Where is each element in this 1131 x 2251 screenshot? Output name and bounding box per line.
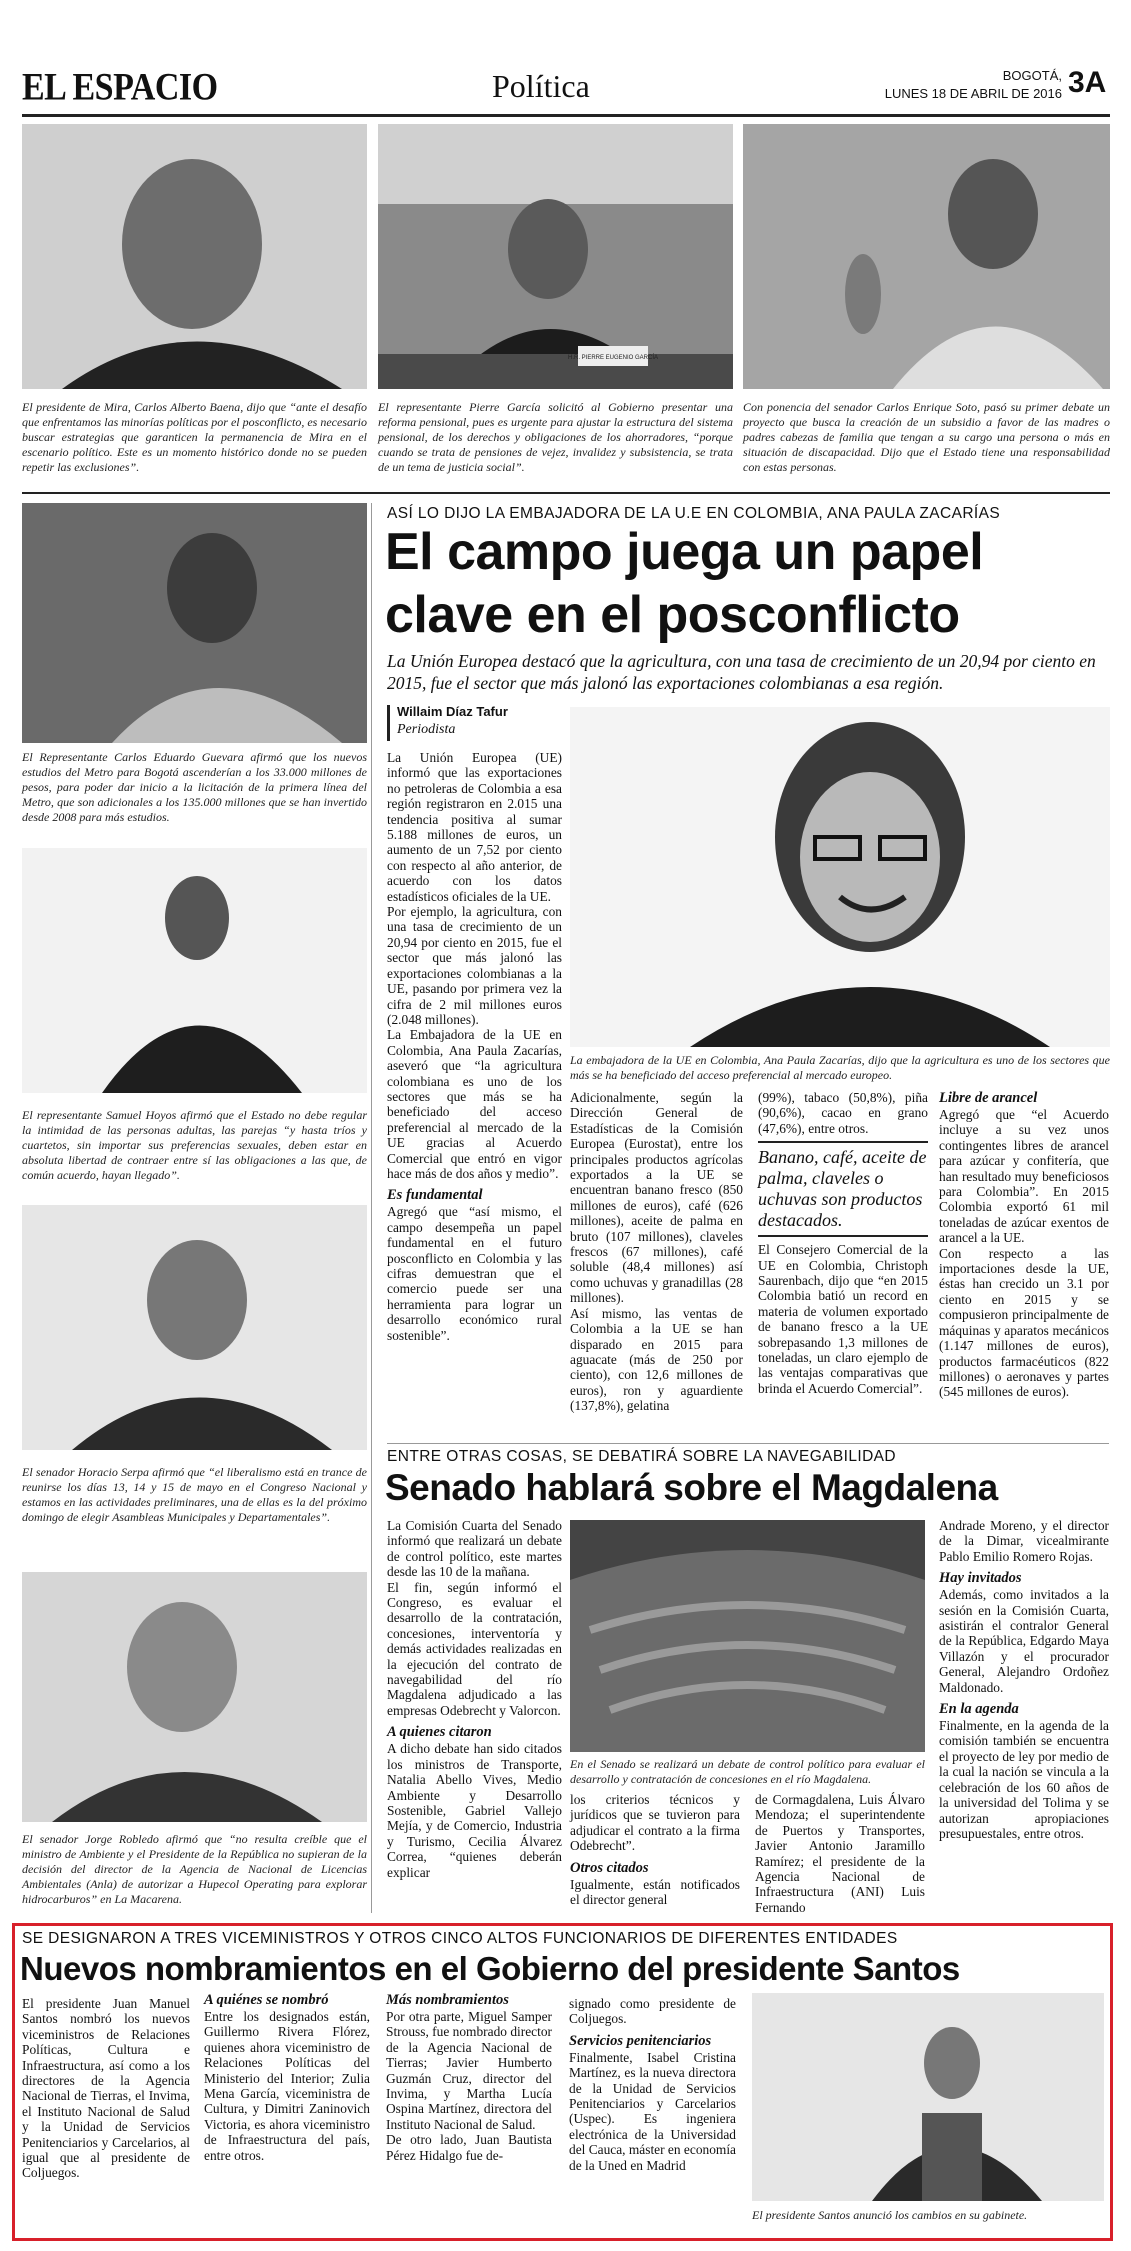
article1-col2 [570,1090,743,1414]
article3-paragraph: De otro lado, Juan Bautista Pérez Hidalgo fue de- [386,2132,552,2163]
article1-headline-line2: clave en el posconflicto [385,586,960,644]
article2-paragraph: de Cormagdalena, Luis Álvaro Mendoza; el superintendente de Puertos y Transportes, Javier Antonio Jaramillo Ramírez; el presidente de la Agencia Nacional de Infraestructura (ANI) Luis Fernando [755,1792,925,1915]
article3-paragraph: Por otra parte, Miguel Samper Strouss, fue nombrado director de la Agencia Nacional de Tierras; Javier Humberto Guzmán Cruz, director del Invima, y Martha Lucía Ospina Martínez, directora del Instituto Nacional de Salud. [386,2009,552,2132]
caption-senado: En el Senado se realizará un debate de control político para evaluar el desarrollo y contratación de concesiones en el río Magdalena. [570,1757,925,1786]
caption-carlos-guevara: El Representante Carlos Eduardo Guevara afirmó que los nuevos estudios del Metro para Bogotá ascenderían a los 33.000 millones de pesos, para poder dar inicio a la licitación de la primera línea del Metro, que son adicionales a los 135.000 millones que se han invertido desde 2008 para más estudios. [22,750,367,824]
article1-paragraph: La Embajadora de la UE en Colombia, Ana Paula Zacarías, aseveró que “la agricultura colombiana es uno de los sectores que más se ha beneficiado del acceso preferencial al mercado de la UE gracias al Acuerdo Comercial que entró en vigor hace más de dos años y medio”. [387,1027,562,1181]
caption-ana-paula-zacarias: La embajadora de la UE en Colombia, Ana Paula Zacarías, dijo que la agricultura es uno de los sectores que más se ha beneficiado del acceso preferencial al mercado europeo. [570,1053,1110,1082]
article1-paragraph: Con respecto a las importaciones desde la UE, éstas han crecido un 3.1 por ciento en 2015 y se compusieron principalmente de máquinas y aparatos mecánicos (1.147 millones de euros), productos farmacéuticos (822 millones) o aeronaves y partes (545 millones de euros). [939,1245,1109,1400]
article1-author-role: Periodista [397,722,456,737]
masthead [22,60,1110,112]
article3-subhead-penitenciarios: Servicios penitenciarios [569,2032,712,2049]
article2-subhead-invitados: Hay invitados [939,1570,1022,1587]
article1-paragraph: Agregó que “el Acuerdo incluye a su vez unos contingentes libres de arancel para azúcar y confitería, que han resultado muy beneficiosos para Colombia”. En 2015 Colombia exportó 61 mil toneladas de azúcar exentos de arancel a la UE. [939,1107,1109,1246]
article2-paragraph: A dicho debate han sido citados los ministros de Transporte, Natalia Abello Vives, Medio Ambiente y Desarrollo Sostenible, Gabriel Vallejo Mejía, y de Comercio, Industria y Turismo, Cecilia Álvarez Correa, “quienes deberán explicar [387,1741,562,1880]
article1-paragraph: Así mismo, las ventas de Colombia a la UE se han disparado en 2015 para aguacate (más de 250 por ciento), con 12,6 millones de euros), ron y aguardiente (137,8%), gelatina [570,1305,743,1414]
top-section-rule [22,492,1110,494]
caption-samuel-hoyos: El representante Samuel Hoyos afirmó que el Estado no debe regular la intimidad de las personas adultas, las parejas “y hasta tríos y cuartetos, sin importar sus preferencias sexuales, deben estar en absoluta libertad de contraer entre sí las obligaciones a las que, de común acuerdo, hayan llegado”. [22,1108,367,1182]
article3-paragraph: Entre los designados están, Guillermo Rivera Flórez, quienes ahora viceministro de Relaciones Políticas del Ministerio del Interior; Zulia Mena García, viceministra de Cultura, y Dimitri Zaninovich Victoria, es ahora viceministro de Infraestructura del país, entre otros. [204,2009,370,2163]
article2-col2 [570,1792,740,1907]
article2-paragraph: El fin, según informó el Congreso, es evaluar el desarrollo de la contratación, concesiones, interventoría y demás actividades realizadas en la ejecución del contrato de navegabilidad del río Magdalena adjudicado a las empresas Odebrecht y Valorcon. [387,1579,562,1718]
photo-carlos-baena [22,124,367,389]
article1-paragraph: Adicionalmente, según la Dirección General de Estadísticas de la Comisión Europea (Eurostat), entre los principales productos agrícolas exportados a la UE se encuentran banano fresco (850 millones de euros), café (626 millones), aceite de palma en bruto (107 millones), claveles frescos (67 millones), café soluble (48,4 millones) así como uchuvas y granadillas (28 millones). [570,1090,743,1306]
article2-col4 [939,1518,1109,1841]
article2-subhead-otros: Otros citados [570,1859,649,1876]
masthead-date: LUNES 18 DE ABRIL DE 2016 [884,86,1062,101]
article2-subhead-agenda: En la agenda [939,1701,1019,1718]
article1-deck: La Unión Europea destacó que la agricultura, con una tasa de crecimiento de un 20,94 por ciento en 2015, fue el sector que más jalonó las exportaciones colombianas a esa región. [387,651,1096,693]
article2-paragraph: Igualmente, están notificados el director general [570,1876,740,1908]
article1-col4 [939,1090,1109,1400]
pullquote-top-rule [758,1141,928,1143]
article1-paragraph: El Consejero Comercial de la UE en Colombia, Christoph Saurenbach, dijo que “en 2015 Colombia batió un record en materia de volumen exportado de banano fresco a la UE sobrepasando 1,3 millones de toneladas, un claro ejemplo de las ventajas comparativas que brinda el Acuerdo Comercial”. [758,1242,928,1396]
article3-col3 [386,1992,552,2163]
masthead-rule [22,114,1110,117]
photo-santos [752,1993,1104,2201]
article3-col1 [22,1996,190,2181]
article3-headline: Nuevos nombramientos en el Gobierno del presidente Santos [20,1950,960,1987]
caption-santos: El presidente Santos anunció los cambios en su gabinete. [752,2208,1028,2222]
pullquote-bottom-rule [758,1235,928,1237]
article1-col1 [387,750,562,1343]
article3-subhead-mas: Más nombramientos [386,1992,509,2008]
page-number: 3A [1068,66,1107,99]
article3-col4 [569,1996,736,2173]
article3-subhead-nombro: A quiénes se nombró [204,1992,329,2008]
article1-author: Willaim Díaz Tafur [397,704,508,719]
article2-headline: Senado hablará sobre el Magdalena [385,1467,998,1508]
article1-paragraph: (99%), tabaco (50,8%), piña (90,6%), cacao en grano (47,6%), entre otros. [758,1090,928,1136]
article1-kicker: ASÍ LO DIJO LA EMBAJADORA DE LA U.E EN COLOMBIA, ANA PAULA ZACARÍAS [387,505,1001,522]
article1-headline-line1: El campo juega un papel [385,523,984,581]
photo-ana-paula-zacarias [570,707,1110,1047]
article2-paragraph: Finalmente, en la agenda de la comisión también se encuentra el proyecto de ley por medio de la cual la nación se vincula a la celebración de los 60 años de la universidad del Tolima y se autorizan apropiaciones presupuestales, entre otros. [939,1718,1109,1841]
article3-paragraph: Finalmente, Isabel Cristina Martínez, es la nueva directora de la Unidad de Servicios Penitenciarios y Carcelarios (Uspec). Es ingeniera electrónica de la Universidad del Cauca, máster en economía de la Uned en Madrid [569,2049,736,2173]
article1-paragraph: Por ejemplo, la agricultura, con una tasa de crecimiento de un 20,94 por ciento en 2015, fue el sector que más jalonó las exportaciones colombianas a la UE, pasando por primera vez la cifra de 2 mil millones euros (2.048 millones). [387,904,562,1027]
column-divider [371,503,372,1913]
caption-carlos-baena: El presidente de Mira, Carlos Alberto Baena, dijo que “ante el desafío que enfrentamos las minorías políticas por el posconflicto, es necesario buscar estrategias que garanticen la permanencia de Mira en el escenario político. Este es un momento histórico donde no se pueden repetir las exclusiones”. [22,400,367,474]
article1-subhead-fundamental: Es fundamental [387,1187,483,1204]
article1-paragraph: Agregó que “así mismo, el campo desempeña un papel fundamental en el futuro posconflicto en Colombia y las cifras demuestran que el comercio puede ser una herramienta para lograr un desarrollo económico rural sostenible”. [387,1204,562,1343]
caption-horacio-serpa: El senador Horacio Serpa afirmó que “el liberalismo está en trance de reunirse los días 13, 14 y 15 de mayo en el Congreso Nacional y estamos en las actividades preliminares, una de ellas es la del próximo domingo de elegir Asambleas Municipales y Departamentales”. [22,1465,367,1524]
article1-subhead-arancel: Libre de arancel [939,1090,1038,1106]
article2-paragraph: los criterios técnicos y jurídicos que se tuvieron para adjudicar el contrato a la firma Odebrecht”. [570,1792,740,1854]
article2-paragraph: Además, como invitados a la sesión en la Comisión Cuarta, asistirán el contralor General de la República, Edgardo Maya Villazón y el procurador General, Alejandro Ordoñez Maldonado. [939,1587,1109,1695]
photo-jorge-robledo [22,1572,367,1822]
newspaper-logo: EL ESPACIO [22,66,218,109]
byline-bar [387,705,390,741]
article1-col3 [758,1090,928,1396]
article2-col3 [755,1792,925,1915]
article1-paragraph: La Unión Europea (UE) informó que las exportaciones no petroleras de Colombia a esa región registraron en 2.015 una tendencia positiva al sumar 5.188 millones de euros, un aumento de un 7,52 por ciento con respecto al año anterior, de acuerdo con los datos estadísticos oficiales de la UE. [387,750,562,904]
article1-bottom-rule [387,1443,1109,1444]
photo-horacio-serpa [22,1205,367,1450]
article2-paragraph: Andrade Moreno, y el director de la Dimar, vicealmirante Pablo Emilio Romero Rojas. [939,1518,1109,1564]
photo-samuel-hoyos [22,848,367,1093]
caption-carlos-soto: Con ponencia del senador Carlos Enrique Soto, pasó su primer debate un proyecto que busca la creación de un subsidio a favor de las madres o padres cabezas de familia que tengan a su cargo una persona o más en situación de discapacidad. Dijo que el Estado tiene una responsabilidad con estas personas. [743,400,1110,474]
caption-jorge-robledo: El senador Jorge Robledo afirmó que “no resulta creíble que el ministro de Ambiente y el Presidente de la República no supieran de la decisión del director de la Agencia de Nacional de Licencias Ambientales (Anla) de autorizar a Hupecol Operating para explorar hidrocarburos” en La Macarena. [22,1832,367,1906]
nameplate-text: H.R. PIERRE EUGENIO GARCÍA [567,355,659,361]
article2-kicker: ENTRE OTRAS COSAS, SE DEBATIRÁ SOBRE LA NAVEGABILIDAD [387,1448,897,1465]
photo-pierre-garcia [378,124,733,389]
photo-carlos-guevara [22,503,367,743]
article3-kicker: SE DESIGNARON A TRES VICEMINISTROS Y OTROS CINCO ALTOS FUNCIONARIOS DE DIFERENTES ENTIDADES [22,1930,898,1947]
article1-pullquote: Banano, café, aceite de palma, claveles o uchuvas son productos destacados. [758,1147,927,1231]
photo-carlos-soto [743,124,1110,389]
article3-col2 [204,1992,370,2163]
section-title: Política [492,68,590,104]
caption-pierre-garcia: El representante Pierre García solicitó al Gobierno presentar una reforma pensional, pues es urgente para ajustar la estructura del sistema pensional, de los derechos y obligaciones de los ahorradores, “porque cuando se trata de pensiones de vejez, invalidez y subsistencia, se trata de un tema de justicia social”. [378,400,733,474]
article3-paragraph: El presidente Juan Manuel Santos nombró los nuevos viceministros de Relaciones Políticas, Cultura e Infraestructura, así como a los directores de la Agencia Nacional de Tierras, el Invima, el Instituto Nacional de Salud y la Unidad de Servicios Penitenciarios y Carcelarios, al igual que al presidente de Coljuegos. [22,1996,190,2181]
article2-col1 [387,1518,562,1880]
masthead-city: BOGOTÁ, [1002,68,1062,83]
article2-subhead-citaron: A quienes citaron [387,1724,492,1741]
article3-paragraph: signado como presidente de Coljuegos. [569,1996,736,2027]
photo-senado-chamber [570,1520,925,1752]
article2-paragraph: La Comisión Cuarta del Senado informó que realizará un debate de control político, este martes desde las 10 de la mañana. [387,1518,562,1580]
